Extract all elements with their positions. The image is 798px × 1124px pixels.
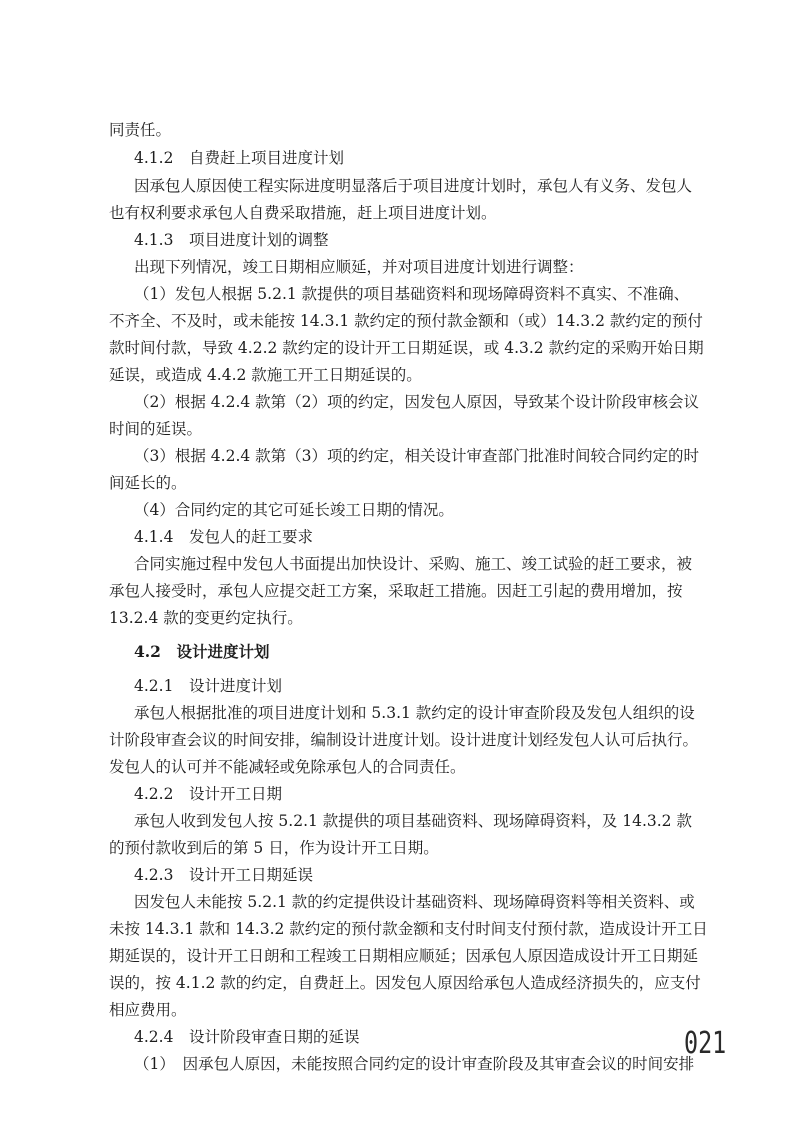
section-heading: 4.2 设计进度计划: [134, 642, 270, 661]
text-line: 不齐全、不及时，或未能按 14.3.1 款约定的预付款金额和（或）14.3.2 款约定的预付: [109, 312, 703, 330]
list-item-text: （1） 因承包人原因，未能按照合同约定的设计审查阶段及其审查会议的时间安排: [134, 1055, 695, 1073]
text-line: 也有权利要求承包人自费采取措施，赶上项目进度计划。: [109, 204, 497, 222]
text-line: 因承包人原因使工程实际进度明显落后于项目进度计划时，承包人有义务、发包人: [134, 177, 693, 195]
subsection-heading: 4.1.4 发包人的赶工要求: [134, 528, 313, 546]
list-item-text: （4）合同约定的其它可延长竣工日期的情况。: [134, 501, 454, 519]
text-line: 时间的延误。: [109, 420, 203, 438]
subsection-heading: 4.2.4 设计阶段审查日期的延误: [134, 1028, 360, 1046]
text-line: 发包人的认可并不能减轻或免除承包人的合同责任。: [109, 758, 466, 776]
text-line: 款时间付款，导致 4.2.2 款约定的设计开工日期延误，或 4.3.2 款约定的采购开始日期: [109, 339, 704, 357]
text-line: 间延长的。: [109, 474, 187, 492]
text-line: 承包人根据批准的项目进度计划和 5.3.1 款约定的设计审查阶段及发包人组织的设: [134, 704, 695, 722]
text-line: 承包人收到发包人按 5.2.1 款提供的项目基础资料、现场障碍资料，及 14.3.2 款: [134, 812, 692, 830]
list-item-text: （3）根据 4.2.4 款第（3）项的约定，相关设计审查部门批准时间较合同约定的时: [134, 447, 700, 465]
text-line: 合同实施过程中发包人书面提出加快设计、采购、施工、竣工试验的赶工要求，被: [134, 555, 693, 573]
list-item-text: （1）发包人根据 5.2.1 款提供的项目基础资料和现场障碍资料不真实、不准确、: [134, 285, 690, 303]
text-line: 承包人接受时，承包人应提交赶工方案，采取赶工措施。因赶工引起的费用增加，按: [109, 582, 683, 600]
text-line: 出现下列情况，竣工日期相应顺延，并对项目进度计划进行调整：: [134, 258, 584, 276]
text-line: 因发包人未能按 5.2.1 款的约定提供设计基础资料、现场障碍资料等相关资料、或: [134, 893, 695, 911]
text-line: 期延误的，设计开工日朗和工程竣工日期相应顺延；因承包人原因造成设计开工日期延: [109, 947, 699, 965]
text-line: 的预付款收到后的第 5 日，作为设计开工日期。: [109, 839, 439, 857]
subsection-heading: 4.1.2 自费赶上项目进度计划: [134, 149, 344, 167]
subsection-heading: 4.2.3 设计开工日期延误: [134, 866, 313, 884]
text-line: 同责任。: [109, 121, 172, 139]
text-line: 13.2.4 款的变更约定执行。: [109, 609, 303, 627]
list-item-text: （2）根据 4.2.4 款第（2）项的约定，因发包人原因，导致某个设计阶段审核会议: [134, 393, 700, 411]
page-number: 021: [684, 1026, 727, 1061]
text-line: 计阶段审查会议的时间安排，编制设计进度计划。设计进度计划经发包人认可后执行。: [109, 731, 699, 749]
subsection-heading: 4.1.3 项目进度计划的调整: [134, 231, 329, 249]
subsection-heading: 4.2.1 设计进度计划: [134, 677, 282, 695]
text-line: 延误，或造成 4.4.2 款施工开工日期延误的。: [109, 366, 422, 384]
text-line: 相应费用。: [109, 1001, 187, 1019]
text-line: 未按 14.3.1 款和 14.3.2 款约定的预付款金额和支付时间支付预付款，造成设计开工日: [109, 920, 708, 938]
text-line: 误的，按 4.1.2 款的约定，自费赶上。因发包人原因给承包人造成经济损失的，应支付: [109, 974, 701, 992]
subsection-heading: 4.2.2 设计开工日期: [134, 785, 282, 803]
